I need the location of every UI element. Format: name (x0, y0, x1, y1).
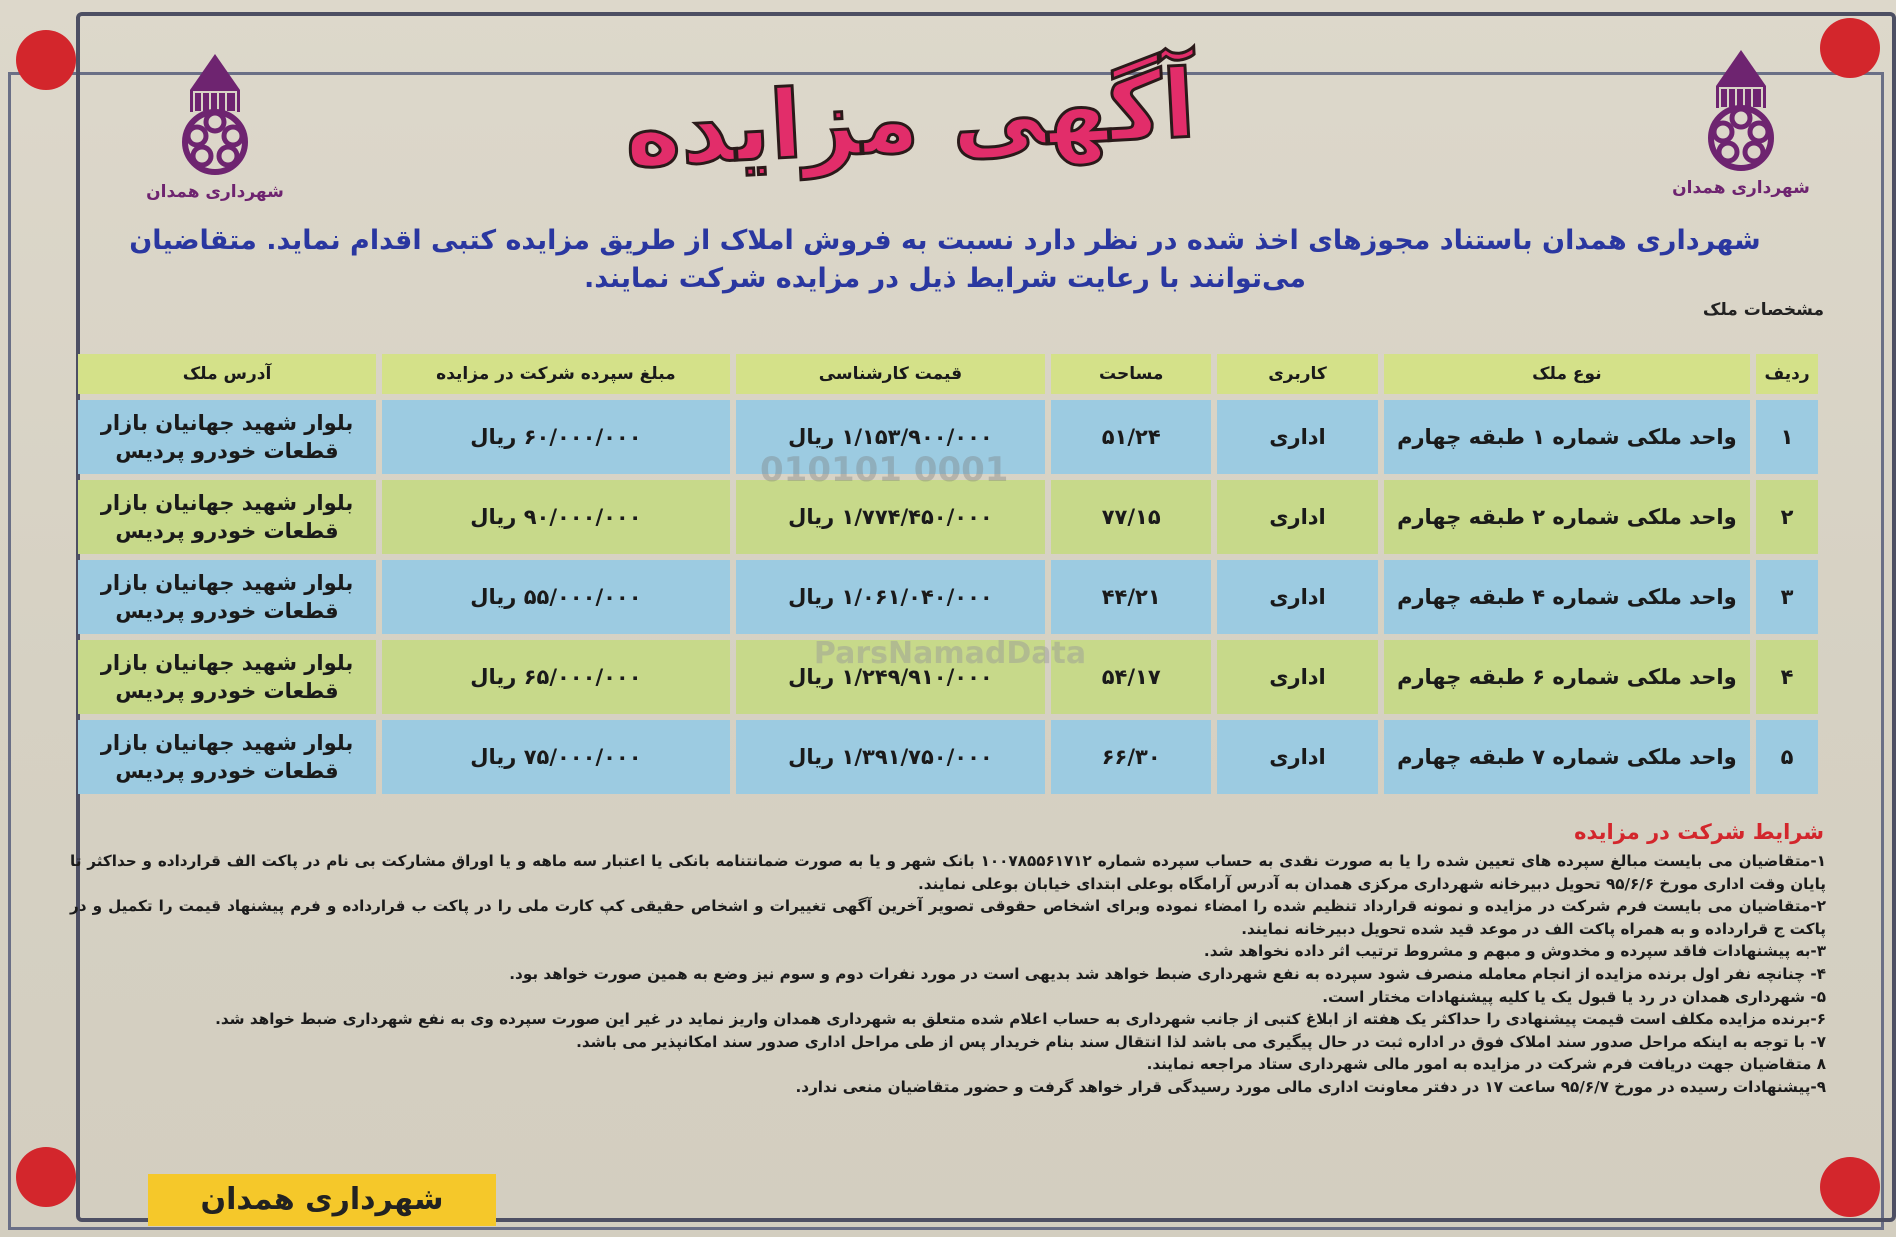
cell-area: ۷۷/۱۵ (1051, 480, 1211, 554)
condition-item: ۳-به پیشنهادات فاقد سپرده و مخدوش و مبهم و مشروط ترتیب اثر داده نخواهد شد. (1203, 942, 1826, 961)
municipality-emblem-icon (1696, 46, 1786, 176)
cell-appraised-price: ۱/۱۵۳/۹۰۰/۰۰۰ ریال (736, 400, 1045, 474)
header-area: مساحت (1051, 354, 1211, 394)
intro-line-1: شهرداری همدان باستناد مجوزهای اخذ شده در نظر دارد نسبت به فروش املاک از طریق مزایده کتبی اقدام نماید. متقاضیان (129, 225, 1761, 256)
cell-deposit: ۶۵/۰۰۰/۰۰۰ ریال (382, 640, 730, 714)
intro-paragraph (110, 222, 1780, 298)
cell-appraised-price: ۱/۳۹۱/۷۵۰/۰۰۰ ریال (736, 720, 1045, 794)
cell-index: ۳ (1756, 560, 1818, 634)
cell-deposit: ۶۰/۰۰۰/۰۰۰ ریال (382, 400, 730, 474)
cell-usage: اداری (1217, 480, 1377, 554)
condition-item: ۷- با توجه به اینکه مراحل صدور سند املاک فوق در اداره ثبت در حال پیگیری می باشد لذا انتقال سند بنام خریدار پس از طی مراحل اداری صدور سند امکانپذیر می باشد. (576, 1032, 1826, 1051)
cell-deposit: ۹۰/۰۰۰/۰۰۰ ریال (382, 480, 730, 554)
watermark-digits: 010101 0001 (760, 450, 1009, 490)
table-header-row (78, 354, 1818, 394)
header-appraised-price: قیمت کارشناسی (736, 354, 1045, 394)
cell-address: بلوار شهید جهانیان بازار قطعات خودرو پردیس (78, 560, 376, 634)
cell-address: بلوار شهید جهانیان بازار قطعات خودرو پردیس (78, 480, 376, 554)
cell-usage: اداری (1217, 560, 1377, 634)
cell-usage: اداری (1217, 640, 1377, 714)
condition-item: ۴- چنانچه نفر اول برنده مزایده از انجام معامله منصرف شود سپرده به نفع شهرداری ضبط خواهد شد بدیهی است در مورد نفرات دوم و سوم نیز وضع به همین صورت خواهد بود. (509, 964, 1826, 983)
municipality-logo-right (1666, 46, 1816, 206)
conditions-list (70, 850, 1826, 1099)
condition-item: ۵- شهرداری همدان در رد یا قبول یک یا کلیه پیشنهادات مختار است. (1322, 987, 1826, 1006)
cell-property-type: واحد ملکی شماره ۴ طبقه چهارم (1384, 560, 1750, 634)
header-usage: کاربری (1217, 354, 1377, 394)
header-deposit: مبلغ سپرده شرکت در مزایده (382, 354, 730, 394)
footer-municipality-label: شهرداری همدان (148, 1174, 496, 1226)
header-index: ردیف (1756, 354, 1818, 394)
watermark-brand: ParsNamadData (813, 636, 1087, 671)
cell-property-type: واحد ملکی شماره ۱ طبقه چهارم (1384, 400, 1750, 474)
cell-index: ۴ (1756, 640, 1818, 714)
cell-usage: اداری (1217, 720, 1377, 794)
cell-address: بلوار شهید جهانیان بازار قطعات خودرو پردیس (78, 400, 376, 474)
cell-property-type: واحد ملکی شماره ۶ طبقه چهارم (1384, 640, 1750, 714)
cell-index: ۵ (1756, 720, 1818, 794)
cell-index: ۱ (1756, 400, 1818, 474)
cell-appraised-price: ۱/۰۶۱/۰۴۰/۰۰۰ ریال (736, 560, 1045, 634)
property-spec-label: مشخصات ملک (1702, 300, 1824, 320)
condition-item: ۸ متقاضیان جهت دریافت فرم شرکت در مزایده به امور مالی شهرداری ستاد مراجعه نمایند. (1146, 1055, 1826, 1074)
conditions-title: شرایط شرکت در مزایده (1574, 820, 1824, 844)
cell-area: ۵۴/۱۷ (1051, 640, 1211, 714)
table-row (78, 720, 1818, 794)
logo-caption-left: شهرداری همدان (146, 182, 284, 202)
header-property-type: نوع ملک (1384, 354, 1750, 394)
cell-property-type: واحد ملکی شماره ۷ طبقه چهارم (1384, 720, 1750, 794)
cell-area: ۴۴/۲۱ (1051, 560, 1211, 634)
intro-line-2: می‌توانند با رعایت شرایط ذیل در مزایده شرکت نمایند. (583, 263, 1307, 294)
corner-ornament-top-right (1820, 18, 1880, 78)
cell-address: بلوار شهید جهانیان بازار قطعات خودرو پردیس (78, 720, 376, 794)
cell-area: ۵۱/۲۴ (1051, 400, 1211, 474)
cell-usage: اداری (1217, 400, 1377, 474)
corner-ornament-bottom-left (16, 1147, 76, 1207)
header-address: آدرس ملک (78, 354, 376, 394)
logo-caption-right: شهرداری همدان (1672, 178, 1810, 198)
cell-index: ۲ (1756, 480, 1818, 554)
cell-appraised-price: ۱/۷۷۴/۴۵۰/۰۰۰ ریال (736, 480, 1045, 554)
corner-ornament-top-left (16, 30, 76, 90)
corner-ornament-bottom-right (1820, 1157, 1880, 1217)
condition-item: ۶-برنده مزایده مکلف است قیمت پیشنهادی را حداکثر یک هفته از ابلاغ کتبی از جانب شهرداری به حساب اعلام شده متعلق به شهرداری همدان واریز نماید در غیر این صورت سپرده وی به نفع شهرداری ضبط خواهد شد. (215, 1010, 1826, 1029)
cell-address: بلوار شهید جهانیان بازار قطعات خودرو پردیس (78, 640, 376, 714)
notice-title: آگهی مزایده (622, 50, 1198, 189)
condition-item: ۱-متقاضیان می بایست مبالغ سپرده های تعیین شده را یا به صورت نقدی به حساب سپرده شماره ۱۰۰۷۸۵۵۶۱۷۱۲ بانک شهر و یا به صورت ضمانتنامه بانکی یا اعتبار سه ماهه و یا اوراق مشارکت بی نام در پاکت الف قرارداده و حداکثر تا پایان وقت اداری مورخ ۹۵/۶/۶ تحویل دبیرخانه شهرداری مرکزی همدان به آدرس آرامگاه بوعلی ابتدای خیابان بوعلی نمایند. (70, 852, 1827, 893)
cell-deposit: ۷۵/۰۰۰/۰۰۰ ریال (382, 720, 730, 794)
cell-appraised-price: ۱/۲۴۹/۹۱۰/۰۰۰ ریال (736, 640, 1045, 714)
municipality-emblem-icon (170, 50, 260, 180)
cell-deposit: ۵۵/۰۰۰/۰۰۰ ریال (382, 560, 730, 634)
cell-area: ۶۶/۳۰ (1051, 720, 1211, 794)
municipality-logo-left (140, 50, 290, 210)
condition-item: ۹-پیشنهادات رسیده در مورخ ۹۵/۶/۷ ساعت ۱۷ در دفتر معاونت اداری مالی مورد رسیدگی قرار خواهد گرفت و حضور متقاضیان منعی ندارد. (795, 1077, 1826, 1096)
condition-item: ۲-متقاضیان می بایست فرم شرکت در مزایده و نمونه قرارداد تنظیم شده را امضاء نموده وبرای اشخاص حقوقی تصویر آخرین آگهی تغییرات و اشخاص حقیقی کپ کارت ملی را در پاکت ب قرارداده و فرم پیشنهاد قیمت را تکمیل و در پاکت ج قرارداده و به همراه پاکت الف در موعد قید شده تحویل دبیرخانه نمایند. (70, 897, 1826, 938)
cell-property-type: واحد ملکی شماره ۲ طبقه چهارم (1384, 480, 1750, 554)
